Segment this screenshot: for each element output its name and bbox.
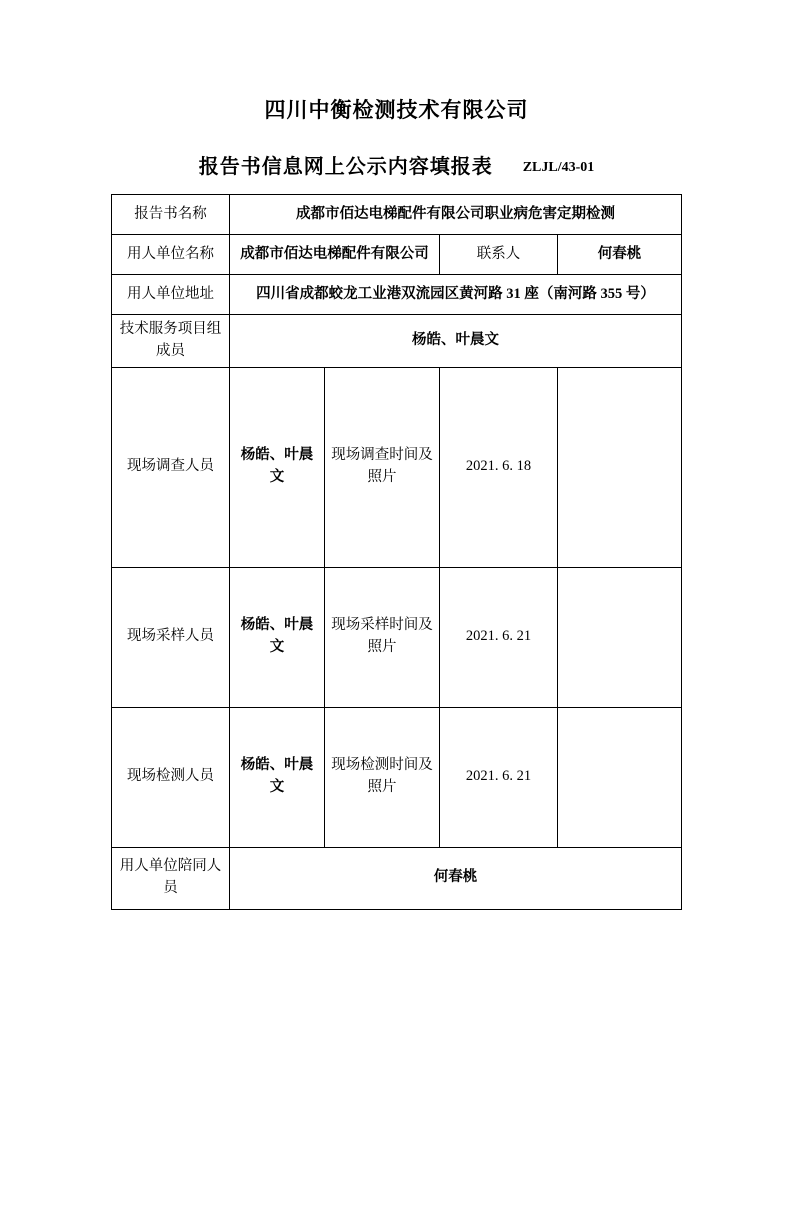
survey-date-value: 2021. 6. 18 (440, 367, 558, 567)
sampling-personnel-value: 杨皓、叶晨文 (230, 567, 325, 707)
testing-photo-cell (558, 707, 682, 847)
survey-time-label: 现场调查时间及照片 (325, 367, 440, 567)
employer-name-value: 成都市佰达电梯配件有限公司 (230, 235, 440, 275)
report-name-label: 报告书名称 (112, 195, 230, 235)
document-page (0, 94, 793, 1216)
employer-name-label: 用人单位名称 (112, 235, 230, 275)
table-row (112, 315, 682, 368)
sampling-photo-cell (558, 567, 682, 707)
table-row (112, 195, 682, 235)
table-row (112, 707, 682, 847)
table-row (112, 275, 682, 315)
table-row (112, 235, 682, 275)
testing-personnel-label: 现场检测人员 (112, 707, 230, 847)
form-subtitle: 报告书信息网上公示内容填报表 (198, 156, 493, 178)
sampling-date-value: 2021. 6. 21 (440, 567, 558, 707)
page-title: 四川中衡检测技术有限公司 (264, 98, 529, 122)
subtitle-row (0, 150, 793, 178)
form-code: ZLJL/43-01 (522, 160, 595, 175)
contact-person-value: 何春桃 (558, 235, 682, 275)
survey-photo-cell (558, 367, 682, 567)
accompanying-personnel-label: 用人单位陪同人员 (112, 847, 230, 909)
team-members-value: 杨皓、叶晨文 (230, 315, 682, 368)
report-name-value: 成都市佰达电梯配件有限公司职业病危害定期检测 (230, 195, 682, 235)
employer-address-label: 用人单位地址 (112, 275, 230, 315)
table-row (112, 567, 682, 707)
survey-personnel-value: 杨皓、叶晨文 (230, 367, 325, 567)
team-members-label: 技术服务项目组成员 (112, 315, 230, 368)
sampling-personnel-label: 现场采样人员 (112, 567, 230, 707)
employer-address-value: 四川省成都蛟龙工业港双流园区黄河路 31 座（南河路 355 号） (230, 275, 682, 315)
survey-personnel-label: 现场调查人员 (112, 367, 230, 567)
table-row (112, 367, 682, 567)
contact-person-label: 联系人 (440, 235, 558, 275)
testing-time-label: 现场检测时间及照片 (325, 707, 440, 847)
testing-personnel-value: 杨皓、叶晨文 (230, 707, 325, 847)
testing-date-value: 2021. 6. 21 (440, 707, 558, 847)
accompanying-personnel-value: 何春桃 (230, 847, 682, 909)
sampling-time-label: 现场采样时间及照片 (325, 567, 440, 707)
table-row (112, 847, 682, 909)
report-info-table (111, 194, 682, 910)
